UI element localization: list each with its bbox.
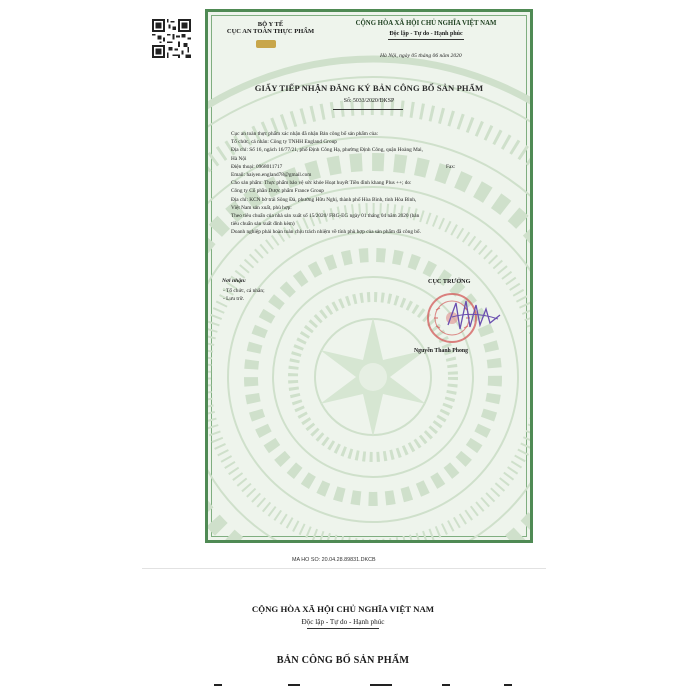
product-line: Cho sản phẩm: Thực phẩm bảo vệ sức khỏe Hoạt huyết Tiền đình khang Plus ++; do:: [231, 180, 412, 187]
standard-line-2: tiêu chuẩn sản xuất đính kèm): [231, 221, 295, 228]
recipients-heading: Nơi nhận:: [222, 278, 246, 284]
nation-heading: CỘNG HÒA XÃ HỘI CHỦ NGHĨA VIỆT NAM: [355, 20, 497, 27]
page2-motto-underline: [307, 628, 379, 629]
motto-underline: [388, 39, 464, 40]
responsibility-line: Doanh nghiệp phải hoàn toàn chịu trách nhiệm về tính phù hợp của sản phẩm đã công bố.: [231, 229, 421, 236]
agency-logo: [256, 40, 276, 48]
manufacturer-line: Công ty Cổ phần Dược phẩm France Group: [231, 188, 324, 195]
motto: Độc lập - Tự do - Hạnh phúc: [389, 31, 463, 37]
dossier-code: MA HO SO: 20.04.28.89831.DKCB: [292, 557, 376, 563]
page2-motto: Độc lập - Tự do - Hạnh phúc: [301, 618, 385, 626]
recipients-list: [223, 287, 265, 303]
address-line-2: Hà Nội: [231, 155, 247, 162]
department-name: CỤC AN TOÀN THỰC PHẨM: [226, 28, 315, 36]
signer-name: Nguyễn Thanh Phong: [414, 348, 469, 354]
recipient-item: - Lưu trữ.: [223, 296, 244, 302]
page-divider: [142, 568, 546, 569]
signature: [444, 295, 504, 337]
fax: Fax:: [446, 163, 456, 170]
page2-title: BẢN CÔNG BỐ SẢN PHẨM: [276, 655, 410, 666]
phone-fax-line: [218, 163, 523, 171]
recipient-item: - Tổ chức, cá nhân;: [223, 288, 265, 294]
signer-role: CỤC TRƯỞNG: [428, 278, 471, 285]
ministry-name: BỘ Y TẾ: [257, 21, 284, 28]
manufacturer-address-2: Việt Nam sản xuất, phù hợp:: [231, 204, 292, 211]
intro-line: Cục an toàn thực phẩm xác nhận đã nhận Bản công bố sản phẩm của:: [231, 131, 379, 137]
standard-line: Theo tiêu chuẩn của nhà sản xuất số 15/2020/ FRG-EG ngày 01 tháng 04 năm 2020 (bản: [231, 213, 420, 220]
page2-nation-heading: CỘNG HÒA XÃ HỘI CHỦ NGHĨA VIỆT NAM: [251, 604, 435, 614]
address-line: Địa chỉ: Số 16, ngách 16/77/21, phố Định Công Hạ, phường Định Công, quận Hoàng Mai,: [231, 147, 423, 154]
registration-certificate: [205, 9, 533, 543]
issue-date: Hà Nội, ngày 05 tháng 06 năm 2020: [380, 53, 462, 59]
qr-code: [152, 19, 191, 58]
organization-line: Tổ chức, cá nhân: Công ty TNHH England Group: [231, 139, 337, 146]
agency-block: [218, 21, 323, 36]
certificate-title: GIẤY TIẾP NHẬN ĐĂNG KÝ BẢN CÔNG BỐ SẢN PHẨM: [254, 83, 484, 93]
phone: Điện thoại: 0968011717: [231, 163, 283, 170]
certificate-number: Số: 5033/2020/ĐKSP: [343, 98, 395, 104]
manufacturer-address: Địa chỉ: KCN bờ trái Sông Đà, phường Hữu Nghị, thành phố Hòa Bình, tỉnh Hòa Bình,: [231, 196, 417, 203]
number-underline: [333, 109, 403, 110]
certificate-body: [218, 130, 523, 237]
email-line: Email: haiyen.england78@gmail.com: [231, 172, 312, 179]
